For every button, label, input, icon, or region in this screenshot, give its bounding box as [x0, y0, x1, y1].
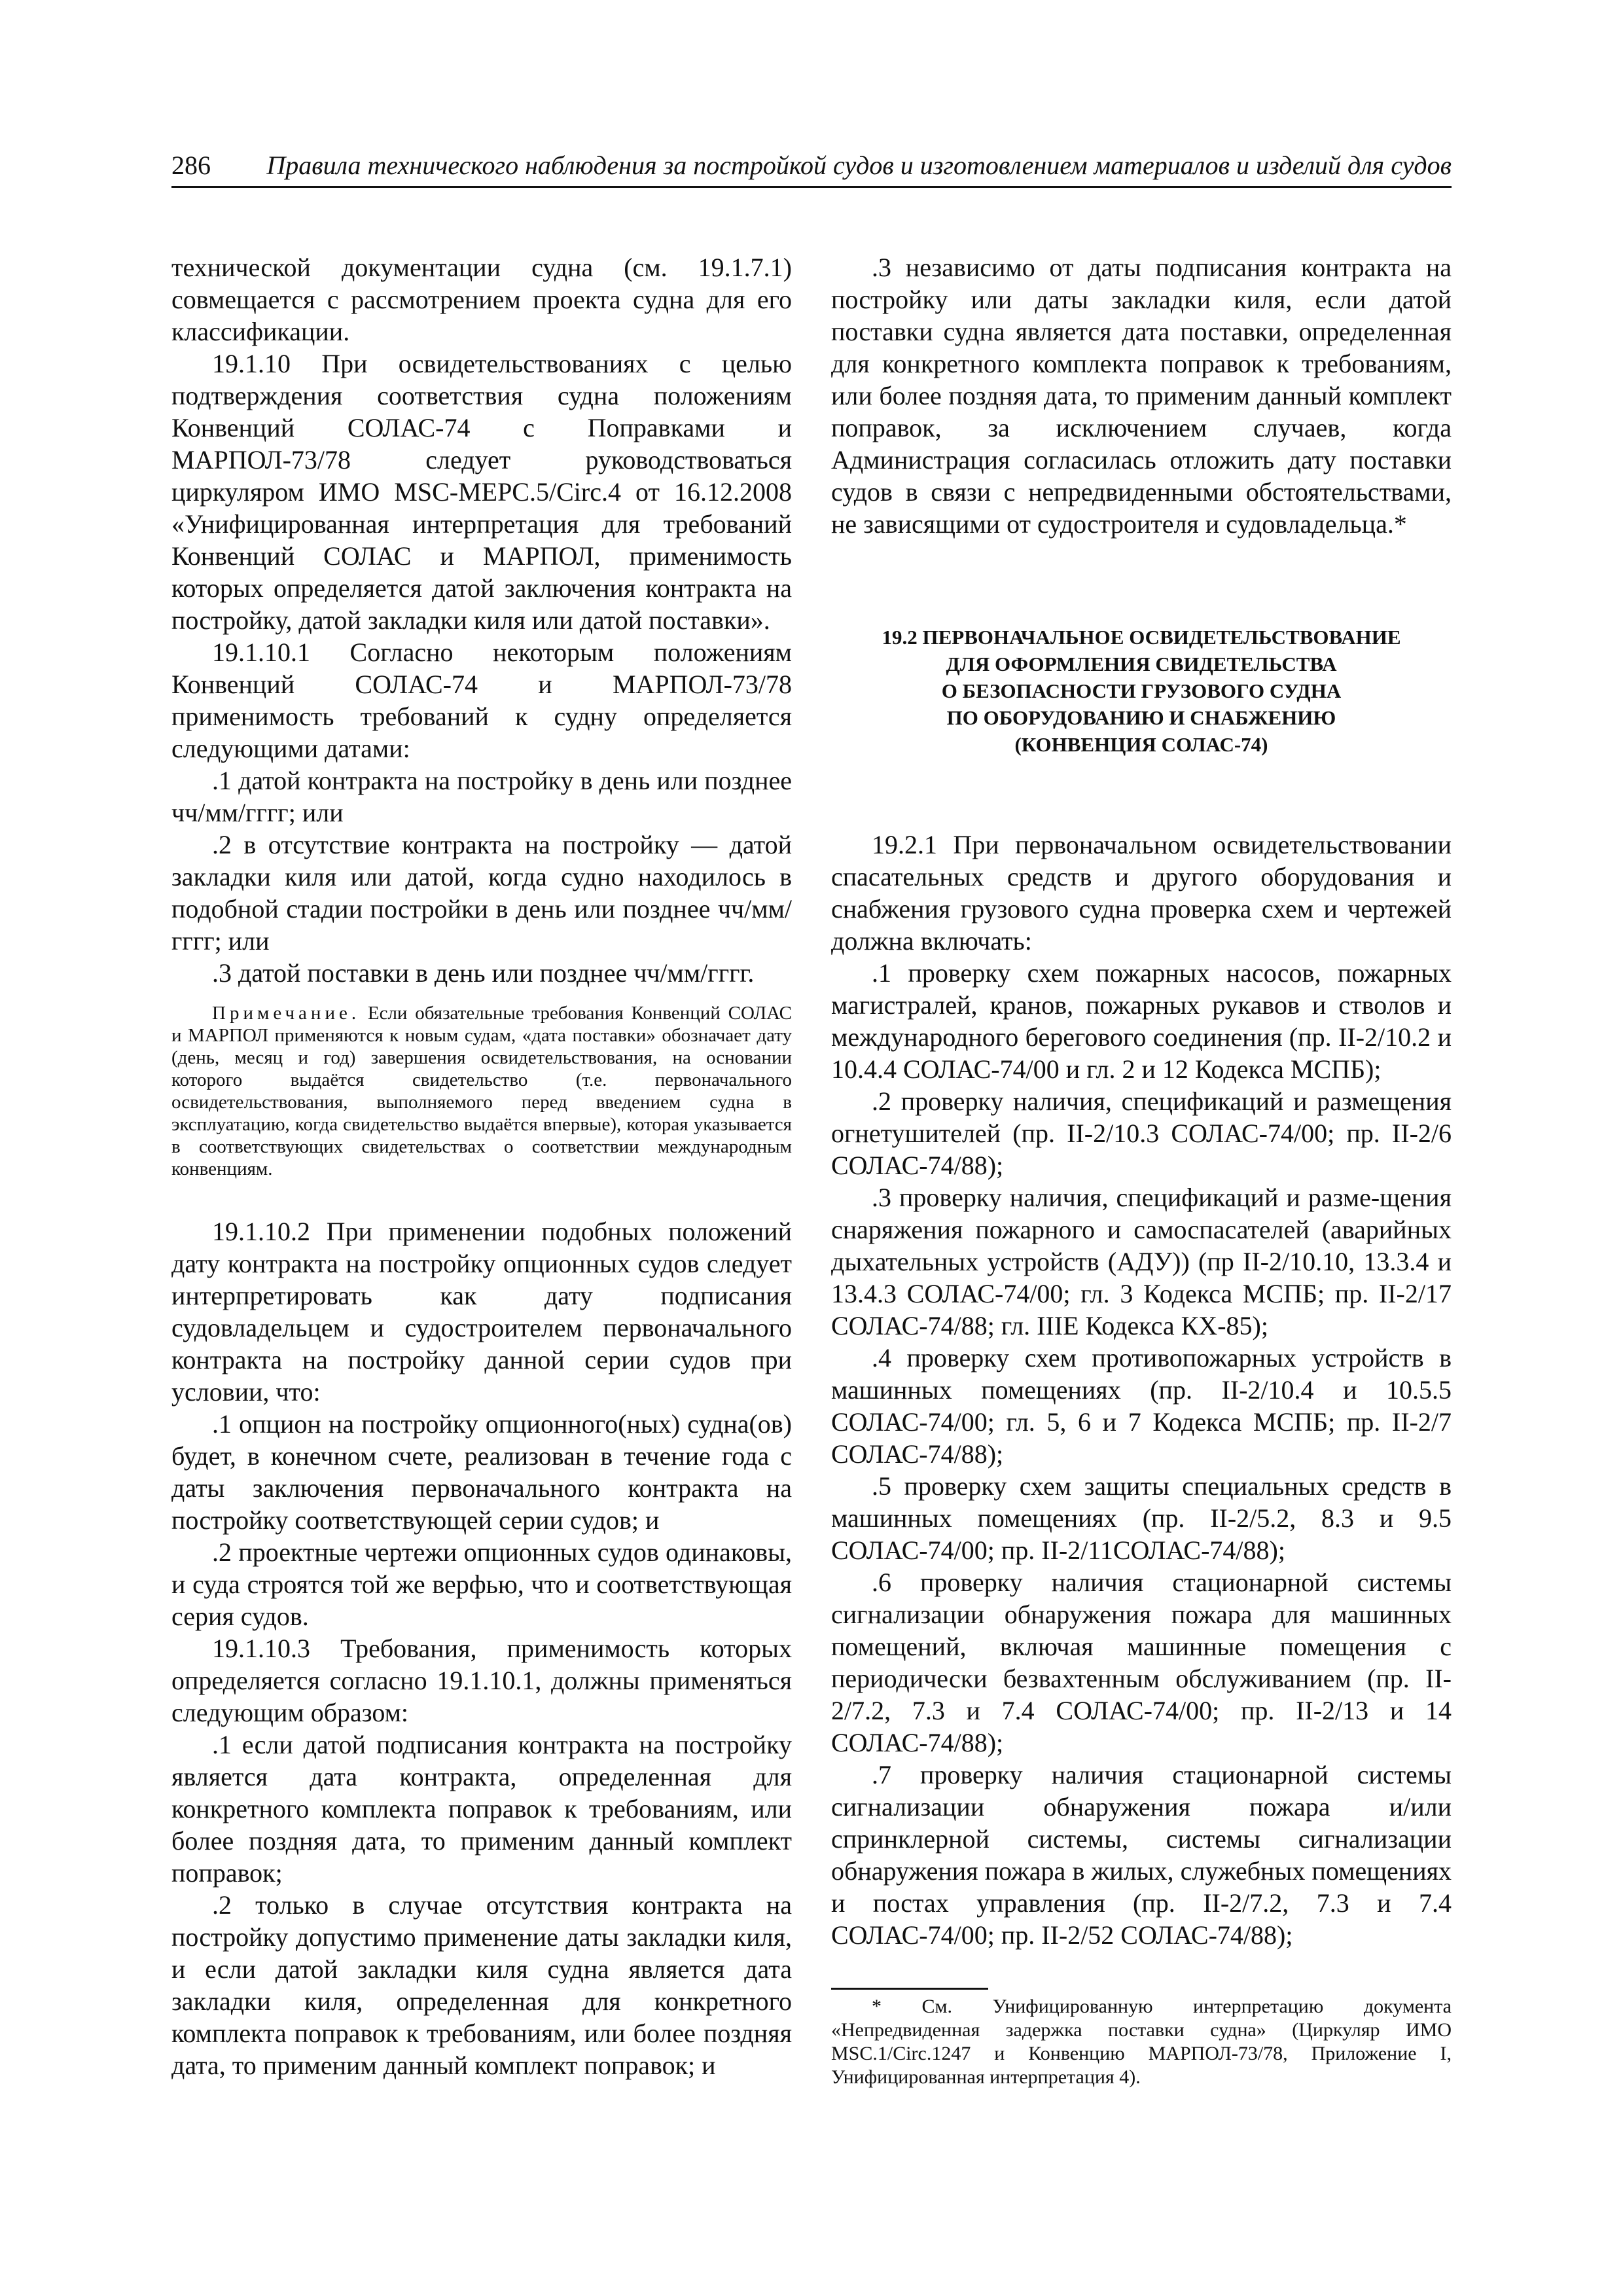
section-heading-line: ДЛЯ ОФОРМЛЕНИЯ СВИДЕТЕЛЬСТВА [946, 653, 1337, 675]
paragraph: 19.1.10.3 Требования, применимость которых определяется согласно 19.1.10.1, должны применяться следующим образом: [171, 1634, 792, 1727]
list-item: .7 проверку наличия стационарной системы сигнализации обнаружения пожара и/или спринклерной системы, системы сигнализации обнаружения пожара в жилых, служебных помещениях и постах управления (пр. II-2/7.2, 7.3 и 7.4 СОЛАС-74/00; пр. II-2/52 СОЛАС-74/88); [831, 1760, 1452, 1950]
paragraph: 19.1.10.2 При применении подобных положений дату контракта на постройку опционных судов следует интерпретировать как дату подписания судовладельцем и судостроителем первоначального контракта на постройку данной серии судов при условии, что: [171, 1217, 792, 1407]
paragraph: 19.2.1 При первоначальном освидетельствовании спасательных средств и другого оборудования и снабжения грузового судна проверка схем и чертежей должна включать: [831, 830, 1452, 956]
right-column [831, 251, 1452, 2089]
list-item: .1 проверку схем пожарных насосов, пожарных магистралей, кранов, пожарных рукавов и стволов и международного берегового соединения (пр. II-2/10.2 и 10.4.4 СОЛАС-74/00 и гл. 2 и 12 Кодекса МСПБ); [831, 958, 1452, 1084]
paragraph: 19.1.10 При освидетельствованиях с целью подтверждения соответствия судна положениям Конвенций СОЛАС-74 с Поправками и МАРПОЛ-73/78 следует руководствоваться циркуляром ИМО MSC-MEPC.5/Circ.4 от 16.12.2008 «Унифицированная интерпретация для требований Конвенций СОЛАС и МАРПОЛ, применимость которых определяется датой заключения контракта на постройку, датой закладки киля или датой поставки». [171, 349, 792, 635]
footnote-divider [831, 1988, 988, 1990]
note-text: Если обязательные требования Конвенций СОЛАС и МАРПОЛ применяются к новым судам, «дата поставки» обозначает дату (день, месяц и год) завершения освидетельствования, на основании которого выдаётся свидетельство (т.е. первоначального освидетельствования, выполняемого перед введением судна в эксплуатацию, когда свидетельство выдаётся впервые), которая указывается в соответствующих свидетельствах о соответствии международным конвенциям. [171, 1003, 792, 1179]
page-header [171, 145, 1452, 188]
list-item: .2 только в случае отсутствия контракта на постройку допустимо применение даты закладки киля, и если датой закладки киля судна является дата закладки киля, определенная для конкретного комплекта поправок к требованиям, или более поздняя дата, то применим данный комплект поправок; и [171, 1890, 792, 2080]
paragraph: технической документации судна (см. 19.1.7.1) совмещается с рассмотрением проекта судна для его классификации. [171, 253, 792, 346]
note-label: Примечание. [212, 1003, 361, 1024]
footnote: * См. Унифицированную интерпретацию документа «Непредвиденная задержка поставки судна» (Циркуляр ИМО MSC.1/Circ.1247 и Конвенцию МАРПОЛ-73/78, Приложение I, Унифицированная интерпретация 4). [831, 1996, 1452, 2088]
page-number: 286 [171, 151, 211, 180]
list-item: .2 проверку наличия, спецификаций и размещения огнетушителей (пр. II-2/10.3 СОЛАС-74/00; пр. II-2/6 СОЛАС-74/88); [831, 1086, 1452, 1180]
list-item: .4 проверку схем противопожарных устройств в машинных помещениях (пр. II-2/10.4 и 10.5.5 СОЛАС-74/00; гл. 5, 6 и 7 Кодекса МСПБ; пр. II-2/7 СОЛАС-74/88); [831, 1343, 1452, 1469]
list-item: .2 в отсутствие контракта на постройку — датой закладки киля или датой, когда судно находилось в подобной стадии постройки в день или позднее чч/мм/гггг; или [171, 830, 792, 956]
section-heading-line: (КОНВЕНЦИЯ СОЛАС-74) [1014, 733, 1268, 756]
list-item: .5 проверку схем защиты специальных средств в машинных помещениях (пр. II-2/5.2, 8.3 и 9.5 СОЛАС-74/00; пр. II-2/11СОЛАС-74/88); [831, 1471, 1452, 1565]
list-item: .2 проектные чертежи опционных судов одинаковы, и суда строятся той же верфью, что и соответствующая серия судов. [171, 1537, 792, 1631]
running-title: Правила технического наблюдения за постройкой судов и изготовлением материалов и изделий для судов [266, 151, 1452, 180]
section-heading-line: 19.2 ПЕРВОНАЧАЛЬНОЕ ОСВИДЕТЕЛЬСТВОВАНИЕ [882, 626, 1401, 649]
left-column [171, 251, 792, 2081]
list-item: .1 опцион на постройку опционного(ных) судна(ов) будет, в конечном счете, реализован в течение года с даты заключения первоначального контракта на постройку соответствующей серии судов; и [171, 1409, 792, 1535]
section-heading-line: ПО ОБОРУДОВАНИЮ И СНАБЖЕНИЮ [946, 706, 1336, 729]
paragraph: 19.1.10.1 Согласно некоторым положениям Конвенций СОЛАС-74 и МАРПОЛ-73/78 применимость требований к судну определяется следующими датами: [171, 637, 792, 763]
list-item: .3 независимо от даты подписания контракта на постройку или даты закладки киля, если датой поставки судна является дата поставки, определенная для конкретного комплекта поправок к требованиям, или более поздняя дата, то применим данный комплект поправок, за исключением случаев, когда Администрация согласилась отложить дату поставки судов в связи с непредвиденными обстоятельствами, не зависящими от судостроителя и судовладельца.* [831, 253, 1452, 539]
list-item: .1 если датой подписания контракта на постройку является дата контракта, определенная для конкретного комплекта поправок к требованиям, или более поздняя дата, то применим данный комплект поправок; [171, 1730, 792, 1888]
list-item: .3 проверку наличия, спецификаций и разме-щения снаряжения пожарного и самоспасателей (аварийных дыхательных устройств (АДУ)) (пр II-2/10.10, 13.3.4 и 13.4.3 СОЛАС-74/00; гл. 3 Кодекса МСПБ; пр. II-2/17 СОЛАС-74/88; гл. IIIЕ Кодекса КХ-85); [831, 1183, 1452, 1340]
list-item: .6 проверку наличия стационарной системы сигнализации обнаружения пожара для машинных помещений, включая машинные помещения с периодически безвахтенным обслуживанием (пр. II-2/7.2, 7.3 и 7.4 СОЛАС-74/00; пр. II-2/13 и 14 СОЛАС-74/88); [831, 1568, 1452, 1757]
section-heading [844, 624, 1438, 758]
list-item: .1 датой контракта на постройку в день или позднее чч/мм/гггг; или [171, 766, 792, 827]
list-item: .3 датой поставки в день или позднее чч/мм/гггг. [212, 958, 755, 988]
note [171, 1002, 792, 1180]
section-heading-line: О БЕЗОПАСНОСТИ ГРУЗОВОГО СУДНА [941, 679, 1342, 702]
